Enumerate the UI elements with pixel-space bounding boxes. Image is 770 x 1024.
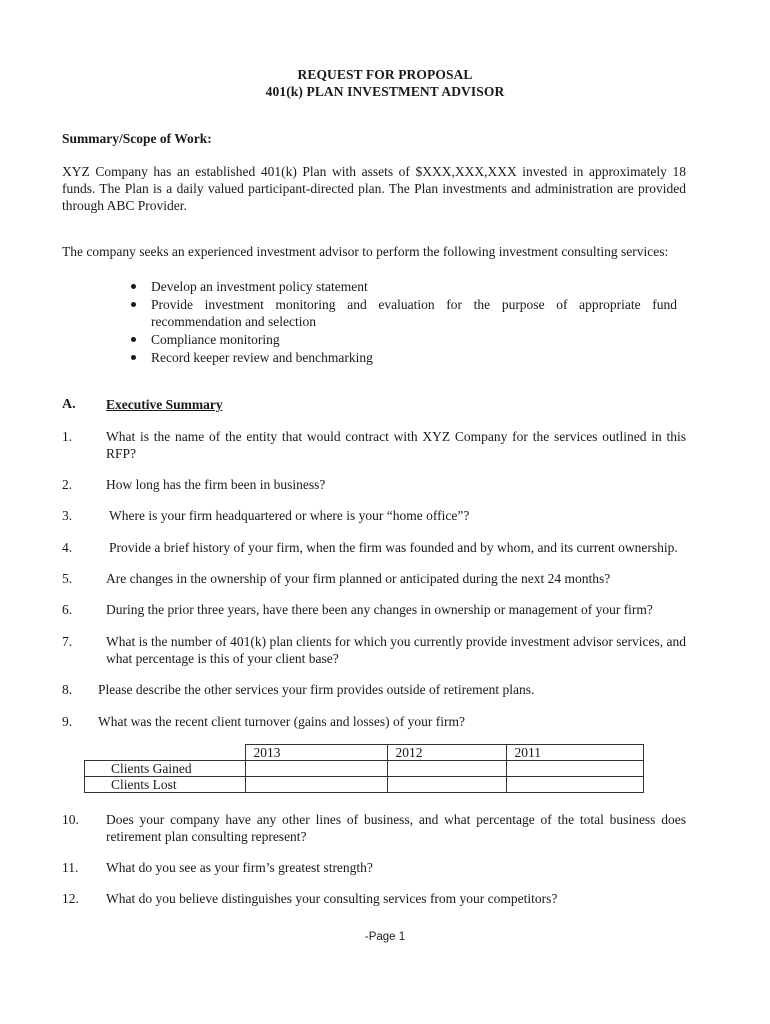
question-text: What is the number of 401(k) plan clients for which you currently provide investment advisor services, and what percentage is this of your client base? bbox=[106, 634, 686, 666]
question-number: 3. bbox=[62, 508, 73, 523]
column-header: 2012 bbox=[387, 745, 506, 761]
question-number: 10. bbox=[62, 812, 79, 827]
table-corner-cell bbox=[85, 745, 246, 761]
question-text: Does your company have any other lines of business, and what percentage of the total business does retirement plan consulting represent? bbox=[106, 812, 686, 844]
summary-heading: Summary/Scope of Work: bbox=[62, 131, 212, 146]
bullet-icon bbox=[131, 337, 136, 342]
question-text: Are changes in the ownership of your firm planned or anticipated during the next 24 months? bbox=[106, 571, 611, 586]
question-text: What was the recent client turnover (gains and losses) of your firm? bbox=[98, 714, 465, 729]
question-number: 1. bbox=[62, 429, 73, 444]
question-number: 11. bbox=[62, 860, 79, 875]
question-number: 7. bbox=[62, 634, 73, 649]
table-cell bbox=[506, 777, 643, 793]
table-cell bbox=[506, 761, 643, 777]
row-label: Clients Gained bbox=[85, 761, 246, 777]
table-header-row bbox=[85, 745, 644, 761]
table-cell bbox=[245, 761, 387, 777]
question-text: Where is your firm headquartered or where is your “home office”? bbox=[109, 508, 470, 523]
bullet-icon bbox=[131, 284, 136, 289]
question-text: What do you see as your firm’s greatest strength? bbox=[106, 860, 373, 875]
page-number: -Page 1 bbox=[364, 931, 406, 943]
question-text: How long has the firm been in business? bbox=[106, 477, 326, 492]
column-header: 2011 bbox=[506, 745, 643, 761]
question-number: 9. bbox=[62, 714, 73, 729]
question-number: 5. bbox=[62, 571, 73, 586]
question-number: 4. bbox=[62, 540, 73, 555]
row-label: Clients Lost bbox=[85, 777, 246, 793]
question-number: 6. bbox=[62, 602, 73, 617]
table-cell bbox=[245, 777, 387, 793]
bullet-icon bbox=[131, 302, 136, 307]
list-item: Develop an investment policy statement bbox=[131, 278, 677, 295]
list-item: Record keeper review and benchmarking bbox=[131, 349, 677, 366]
list-item: Compliance monitoring bbox=[131, 331, 677, 348]
question-text: Provide a brief history of your firm, when the firm was founded and by whom, and its current ownership. bbox=[109, 540, 678, 555]
list-item: Provide investment monitoring and evaluation for the purpose of appropriate fund recommendation and selection bbox=[131, 296, 677, 330]
question-text: What do you believe distinguishes your consulting services from your competitors? bbox=[106, 891, 558, 906]
document-title: REQUEST FOR PROPOSAL bbox=[297, 67, 473, 82]
table-cell bbox=[387, 761, 506, 777]
question-text: Please describe the other services your firm provides outside of retirement plans. bbox=[98, 682, 535, 697]
section-title: Executive Summary bbox=[106, 397, 223, 412]
bullet-icon bbox=[131, 355, 136, 360]
table-cell bbox=[387, 777, 506, 793]
question-text: During the prior three years, have there been any changes in ownership or management of your firm? bbox=[106, 602, 653, 617]
table-row bbox=[85, 761, 644, 777]
column-header: 2013 bbox=[245, 745, 387, 761]
summary-paragraph-1: XYZ Company has an established 401(k) Plan with assets of $XXX,XXX,XXX invested in approximately 18 funds. The Plan is a daily valued participant-directed plan. The Plan investments and administration are provided through ABC Provider. bbox=[62, 164, 686, 213]
summary-paragraph-2: The company seeks an experienced investment advisor to perform the following investment consulting services: bbox=[62, 244, 669, 259]
question-text: What is the name of the entity that would contract with XYZ Company for the services outlined in this RFP? bbox=[106, 429, 686, 461]
table-row bbox=[85, 777, 644, 793]
client-turnover-table bbox=[84, 744, 644, 793]
section-letter: A. bbox=[62, 397, 76, 412]
document-subtitle: 401(k) PLAN INVESTMENT ADVISOR bbox=[265, 84, 505, 99]
question-number: 8. bbox=[62, 682, 73, 697]
question-number: 12. bbox=[62, 891, 79, 906]
question-number: 2. bbox=[62, 477, 73, 492]
services-list bbox=[131, 278, 677, 367]
